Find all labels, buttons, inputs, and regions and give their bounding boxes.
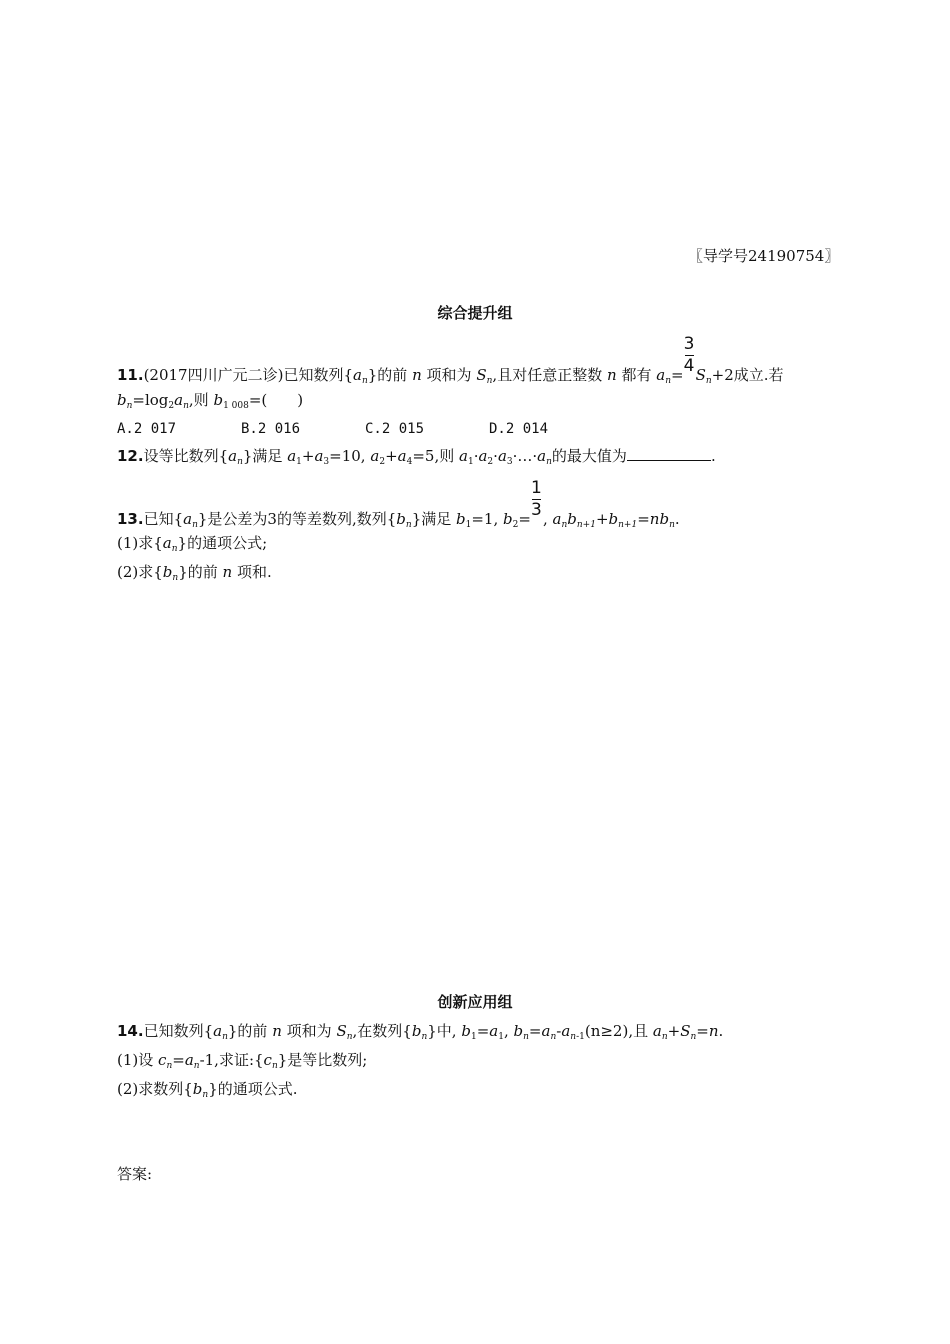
question-14-part1: (1)设 $c_n=a_n-1$,求证$:\{c_n\}$是等比数列; — [117, 1051, 368, 1071]
question-11-line2: $b_n=\log_2a_n$,则 $b_{1 008}=$( ) — [117, 391, 304, 411]
question-number: 12. — [117, 447, 144, 465]
question-13: 13.已知$\{a_n\}$是公差为3的等差数列,数列$\{b_n\}$满足 $b_1=1$, $b_2=$ $\frac{1}{3}$ , $a_nb_{n+1}+b_{n+1}=nb_n$. — [117, 478, 680, 530]
option-d[interactable]: D.2 014 — [489, 421, 549, 437]
answer-blank[interactable] — [627, 446, 711, 461]
fraction: $\frac{1}{3}$ — [530, 478, 542, 520]
option-c[interactable]: C.2 015 — [365, 421, 425, 437]
question-14: 14.已知数列$\{a_n\}$的前 n 项和为 $S_n$,在数列$\{b_n\}$中, $b_1=a_1$, $b_n=a_n-a_{n-1}(n\ge 2)$,且 $a_n+S_n=n$. — [117, 1022, 724, 1042]
fraction: $\frac{3}{4}$ — [683, 334, 695, 376]
question-13-part2: (2)求$\{b_n\}$的前 n 项和. — [117, 563, 272, 583]
section-heading-comprehensive: 综合提升组 — [437, 304, 513, 322]
question-11-line1: 11.(2017四川广元二诊)已知数列$\{a_n\}$的前 n 项和为 $S_n$,且对任意正整数 n 都有 $a_n=$ $\frac{3}{4}$ $S_n+2$成立.若 — [117, 334, 784, 386]
answer-label: 答案: — [117, 1165, 153, 1183]
question-number: 13. — [117, 510, 144, 528]
question-13-part1: (1)求$\{a_n\}$的通项公式; — [117, 534, 268, 554]
section-heading-innovation: 创新应用组 — [437, 993, 513, 1011]
question-number: 11. — [117, 366, 144, 384]
option-b[interactable]: B.2 016 — [241, 421, 301, 437]
guide-number: 〖导学号24190754〗 — [688, 247, 840, 265]
question-14-part2: (2)求数列$\{b_n\}$的通项公式. — [117, 1080, 298, 1100]
question-11-options — [117, 419, 613, 439]
question-12: 12.设等比数列$\{a_n\}$满足 $a_1+a_3=10$, $a_2+a_4=5$,则 $a_1\cdot a_2\cdot a_3\cdot\dots\cdot a_n$的最大值为 . — [117, 447, 716, 467]
option-a[interactable]: A.2 017 — [117, 421, 177, 437]
question-number: 14. — [117, 1022, 144, 1040]
